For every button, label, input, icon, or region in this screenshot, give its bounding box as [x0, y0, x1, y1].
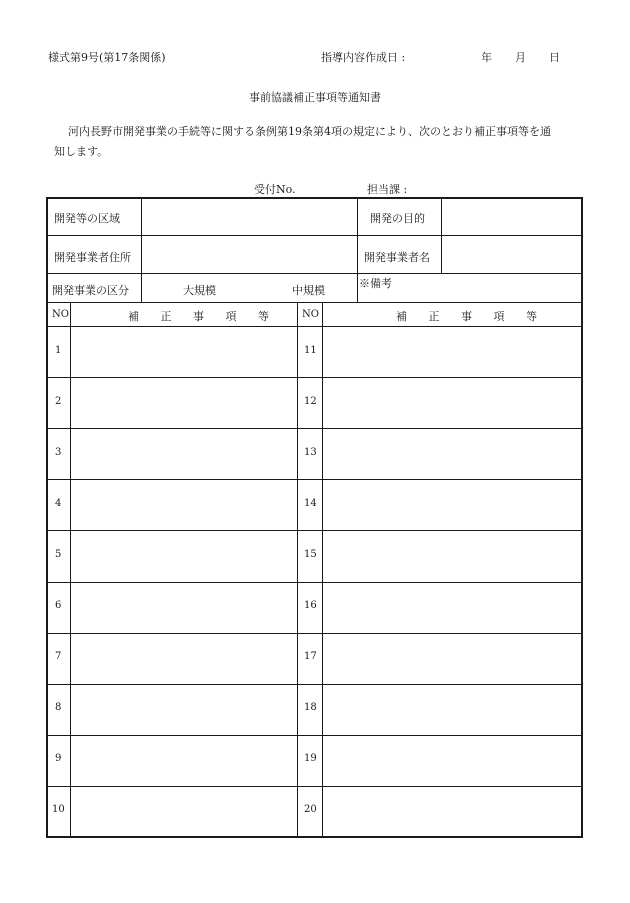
item-entry-field-left[interactable] — [71, 429, 296, 478]
date-year-label: 年 — [481, 51, 492, 64]
col-divider — [357, 198, 358, 302]
development-area-label: 開発等の区域 — [54, 212, 120, 225]
item-entry-field-left[interactable] — [71, 480, 296, 529]
item-entry-field-right[interactable] — [323, 736, 581, 785]
item-entry-field-right[interactable] — [323, 480, 581, 529]
developer-name-label: 開発事業者名 — [364, 251, 430, 264]
development-category-label: 開発事業の区分 — [52, 284, 129, 297]
item-number-right: 20 — [304, 804, 317, 815]
creation-date-label: 指導内容作成日 : — [321, 51, 406, 64]
item-number-right: 13 — [304, 447, 317, 458]
item-number-right: 14 — [304, 498, 317, 509]
item-number-right: 11 — [304, 345, 317, 356]
item-entry-field-right[interactable] — [323, 327, 581, 376]
row-divider — [47, 273, 582, 274]
item-number-left: 2 — [55, 396, 62, 407]
developer-name-field[interactable] — [442, 236, 581, 272]
no-header-left: NO — [52, 309, 69, 320]
large-scale-option[interactable]: 大規模 — [183, 284, 216, 297]
item-entry-field-left[interactable] — [71, 583, 296, 632]
item-number-right: 12 — [304, 396, 317, 407]
item-entry-field-left[interactable] — [71, 327, 296, 376]
item-entry-field-right[interactable] — [323, 429, 581, 478]
date-day-label: 日 — [549, 51, 560, 64]
item-entry-field-left[interactable] — [71, 736, 296, 785]
item-number-left: 9 — [55, 753, 62, 764]
developer-address-field[interactable] — [142, 236, 356, 272]
no-header-right: NO — [302, 309, 319, 320]
item-entry-field-left[interactable] — [71, 531, 296, 580]
item-number-left: 3 — [55, 447, 62, 458]
item-number-right: 17 — [304, 651, 317, 662]
item-number-left: 6 — [55, 600, 62, 611]
date-month-label: 月 — [515, 51, 526, 64]
developer-address-label: 開発事業者住所 — [54, 251, 131, 264]
receipt-number-label: 受付No. — [254, 183, 296, 196]
items-header-right: 補 正 事 項 等 — [396, 310, 546, 323]
development-purpose-label: 開発の目的 — [370, 212, 425, 225]
item-number-right: 18 — [304, 702, 317, 713]
item-entry-field-left[interactable] — [71, 685, 296, 734]
item-entry-field-right[interactable] — [323, 531, 581, 580]
item-number-left: 4 — [55, 498, 62, 509]
item-number-left: 8 — [55, 702, 62, 713]
item-number-right: 15 — [304, 549, 317, 560]
notice-body-text: 河内長野市開発事業の手続等に関する条例第19条第4項の規定により、次のとおり補正事項等を通知します。 — [54, 125, 551, 158]
item-entry-field-left[interactable] — [71, 787, 296, 836]
item-number-right: 16 — [304, 600, 317, 611]
item-entry-field-right[interactable] — [323, 685, 581, 734]
item-number-left: 5 — [55, 549, 62, 560]
item-entry-field-right[interactable] — [323, 634, 581, 683]
form-number: 様式第9号(第17条関係) — [48, 51, 166, 64]
row-divider — [47, 302, 582, 303]
item-number-left: 10 — [52, 804, 65, 815]
development-area-field[interactable] — [142, 199, 356, 234]
item-number-left: 1 — [55, 345, 62, 356]
item-entry-field-left[interactable] — [71, 634, 296, 683]
item-number-left: 7 — [55, 651, 62, 662]
items-header-left: 補 正 事 項 等 — [128, 310, 278, 323]
item-number-right: 19 — [304, 753, 317, 764]
department-label: 担当課 : — [367, 183, 408, 196]
item-entry-field-right[interactable] — [323, 787, 581, 836]
item-entry-field-right[interactable] — [323, 583, 581, 632]
development-purpose-field[interactable] — [442, 199, 581, 234]
remarks-label: ※備考 — [359, 277, 392, 290]
item-entry-field-right[interactable] — [323, 378, 581, 427]
document-title: 事前協議補正事項等通知書 — [249, 91, 381, 104]
item-entry-field-left[interactable] — [71, 378, 296, 427]
col-divider — [297, 302, 298, 837]
medium-scale-option[interactable]: 中規模 — [292, 284, 325, 297]
